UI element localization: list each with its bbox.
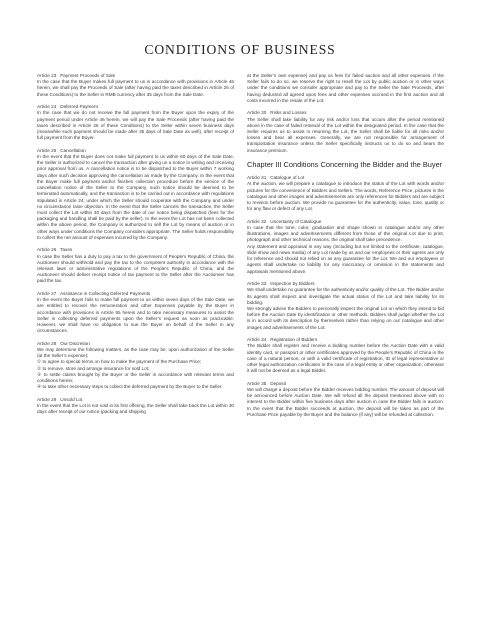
left-column	[37, 73, 234, 422]
article-body: In the case that the Buyer makes full payment to us in accordance with provisions in Article 46 herein, we shall pay the Proceeds of Sale (after having paid the taxes described in Article 26 of these Conditions) to the Seller in RMB currency after 35 days from the Sale Date.	[37, 79, 234, 97]
article	[37, 104, 234, 141]
article	[247, 337, 444, 374]
article-body: at the Seller’s own expense) and pay us fees for failed auction and all other expenses. If the Seller fails to do so, we reserve the right to resell the Lot by public auction or in other ways under the conditions we consider appropriate and pay to the Seller the Sale Proceeds, after having deducted all agreed upon fees and other expenses accrued in the first auction and all costs incurred in the resale of the Lot.	[247, 73, 444, 103]
article	[37, 73, 234, 98]
page-title: CONDITIONS OF BUSINESS	[144, 42, 336, 57]
article-body: We may determine the following matters, as the case may be, upon authorization of the Seller (at the Seller’s expense): ① to agree to special terms on how to make the payment of the Purchase Price; ② to remove, store and arrange insurance for sold Lot; ③ to settle claims brought by the Buyer or the Seller in accordance with relevant terms and conditions herein; ④ to take other necessary steps to collect the deferred payment by the Buyer to the Seller.	[37, 347, 234, 390]
article-body: At the auction, we will prepare a catalogue to introduce the status of the Lot with words and/or pictures for the convenience of Bidders and Sellers. The words, Reference Price, pictures in the catalogue and other images and advertisements are only references for Bidders and are subject to revision before auction. We provide no guarantee for the authenticity, value, tone, quality or for any flaw or defect of any Lot.	[247, 181, 444, 212]
article-heading: Article 35 Deposit	[247, 380, 286, 386]
article-body: The Bidder shall register and receive a bidding number before the Auction Date with a valid identity card, or passport or other certificates approved by the People’s Republic of China in the case of a natural person, or with a valid certificate of registration, ID of legal representative or other legal authorization certificates in the case of a legal entity or other organization; otherwise it will not be deemed as a legal Bidder.	[247, 343, 444, 374]
article-body: In the event that the Buyer does not make full payment to us within 60 days of the Sale Date, the Seller is authorized to cancel the transaction after giving us a notice in writing and receiving prior approval from us. A cancellation notice is to be dispatched to the Buyer within 7 working days after such decision approving the cancellation as made by the Company. In the event that the Buyer make full payment and/or finishes collection procedure before the service of the cancellation notice of the Seller to the Company, such notice should be deemed to be terminated automatically, and the transaction is to be carried out in accordance with regulations stipulated in Article 24; under which the Seller should cooperate with the Company and under no circumstance raise objection. In the event that the Seller cancels the transaction, the Seller must collect the Lot within 30 days from the date of our notice being dispatched (fees for the packaging and handling shall be paid by the seller). In the event the Lot has not been collected within the above period, the Company is authorized to sell the Lot by means of auction or in other ways under conditions the Company considers appropriate. The Seller holds responsibility to collect the net amount of expenses incurred by the Company.	[37, 154, 234, 240]
article	[247, 219, 444, 275]
article-heading: Article 30 Risks and Losses	[247, 110, 307, 116]
article	[37, 291, 234, 335]
article	[247, 381, 444, 418]
article	[37, 397, 234, 416]
article-body: In case the Seller has a duty to pay a tax to the government of People’s Republic of China, the Auctioneer should withhold and pay the tax to the competent authority in accordance with the relevant laws or administrative regulations of the People’s Republic of China, and the Auctioneer should deliver receipt notice of tax payment to the Seller after the Auctioneer has paid the tax.	[37, 253, 234, 284]
article-heading: Article 33 Inspection by Bidders	[247, 281, 315, 287]
article-body: In case that the tone, color, graduation and shape shown in catalogue and/or any other illustrations, images and advertisements different from those of the original Lot due to print, photograph and other technical reasons, the original shall take precedence. Any statement and appraisal in any way (including but not limited to the certificate, catalogue, slide show and news media) of any Lot made by us and our employees or their agents are only for reference and should not relied on as any guarantee for the Lot. We and our employees or agents shall undertake no liability for any inaccuracy or omission in the statements and appraisals mentioned above.	[247, 225, 444, 274]
article	[247, 281, 444, 331]
right-articles-section-a	[247, 110, 444, 154]
right-column	[247, 73, 444, 424]
article-heading: Article 25 Cancellation	[37, 147, 86, 153]
article-heading: Article 34 Registration of Bidders	[247, 337, 318, 343]
article-heading: Article 24 Deferred Payment	[37, 104, 98, 110]
article	[37, 148, 234, 241]
article	[37, 341, 234, 391]
article-body: We shall undertake no guarantee for the authenticity and/or quality of the Lot. The Bidder and/or its agents shall inspect and investigate the actual status of the Lot and take liability for its bidding. We strongly advise the Bidders to personally inspect the original Lot on which they intend to bid before the Auction Date by identification or other methods. Bidders shall judge whether the Lot is in accord with its description by themselves rather than relying on our catalogue and other images and advertisements of the Lot.	[247, 287, 444, 330]
chapter-heading: Chapter III Conditions Concerning the Bidder and the Buyer	[247, 160, 443, 170]
article-continuation	[247, 73, 444, 104]
article-body: In the case that we do not receive the full payment from the Buyer upon the expiry of the payment period under Article 46 herein, we will pay the Sale Proceeds (after having paid the taxes described in Article 26 of these Conditions) to the Seller within seven business days (meanwhile such payment should be made after 35 days of Sale Date as well), after receipt of full payment from the Buyer.	[37, 110, 234, 141]
article-heading: Article 27 Assistance in Collecting Deferred Payments	[37, 290, 151, 296]
article-heading: Article 32 Uncertainty of Catalogue	[247, 218, 322, 224]
article-heading: Article 28 Our Discretion	[37, 340, 90, 346]
article-body: The Seller shall take liability for any risk and/or loss that occurs after the period mentioned above in the case of failed retrieval of the Lot within the designated period. In the case that the Seller requires us to assist in returning the Lot, the Seller shall be liable for all risks and/or losses and bear all expenses. Generally, we are not responsible for arrangement of transportation insurance unless the Seller specifically instructs us to do so and bears the insurance premium.	[247, 116, 444, 153]
article	[247, 110, 444, 154]
right-articles-section-b	[247, 175, 444, 418]
article-body: In the event the Buyer fails to make full payment to us within seven days of the Sale Date, we are entitled to recover the remuneration and other Expenses payable by the Buyer in accordance with provisions in Article 55 herein and to take necessary measures to assist the Seller in collecting deferred payments upon the Seller’s request as soon as practicable. However, we shall have no obligation to sue the Buyer on behalf of the Seller in any circumstances.	[37, 297, 234, 334]
article-heading: Article 29 Unsold Lot	[37, 396, 83, 402]
article-heading: Article 31 Catalogue of Lot	[247, 175, 305, 181]
article-heading: Article 26 Taxes	[37, 247, 73, 253]
article-body: In the event that the Lot is not sold in its first offering, the Seller shall take back the Lot within 30 days after receipt of our notice (packing and shipping	[37, 403, 234, 415]
article	[247, 175, 444, 212]
article	[37, 247, 234, 284]
article-heading: Article 23 Payment Proceeds of Sale	[37, 73, 116, 78]
article-body: We will charge a deposit before the Bidder receives bidding number. The amount of deposit will be announced before Auction Date. We will refund all the deposit mentioned above with no interest to the Bidder within five business days after auction in case the Bidder fails in auction. In the event that the Bidder succeeds at auction, the deposit will be taken as part of the Purchase Price payable by the Buyer and the balance (if any) will be refunded at collection.	[247, 386, 444, 417]
